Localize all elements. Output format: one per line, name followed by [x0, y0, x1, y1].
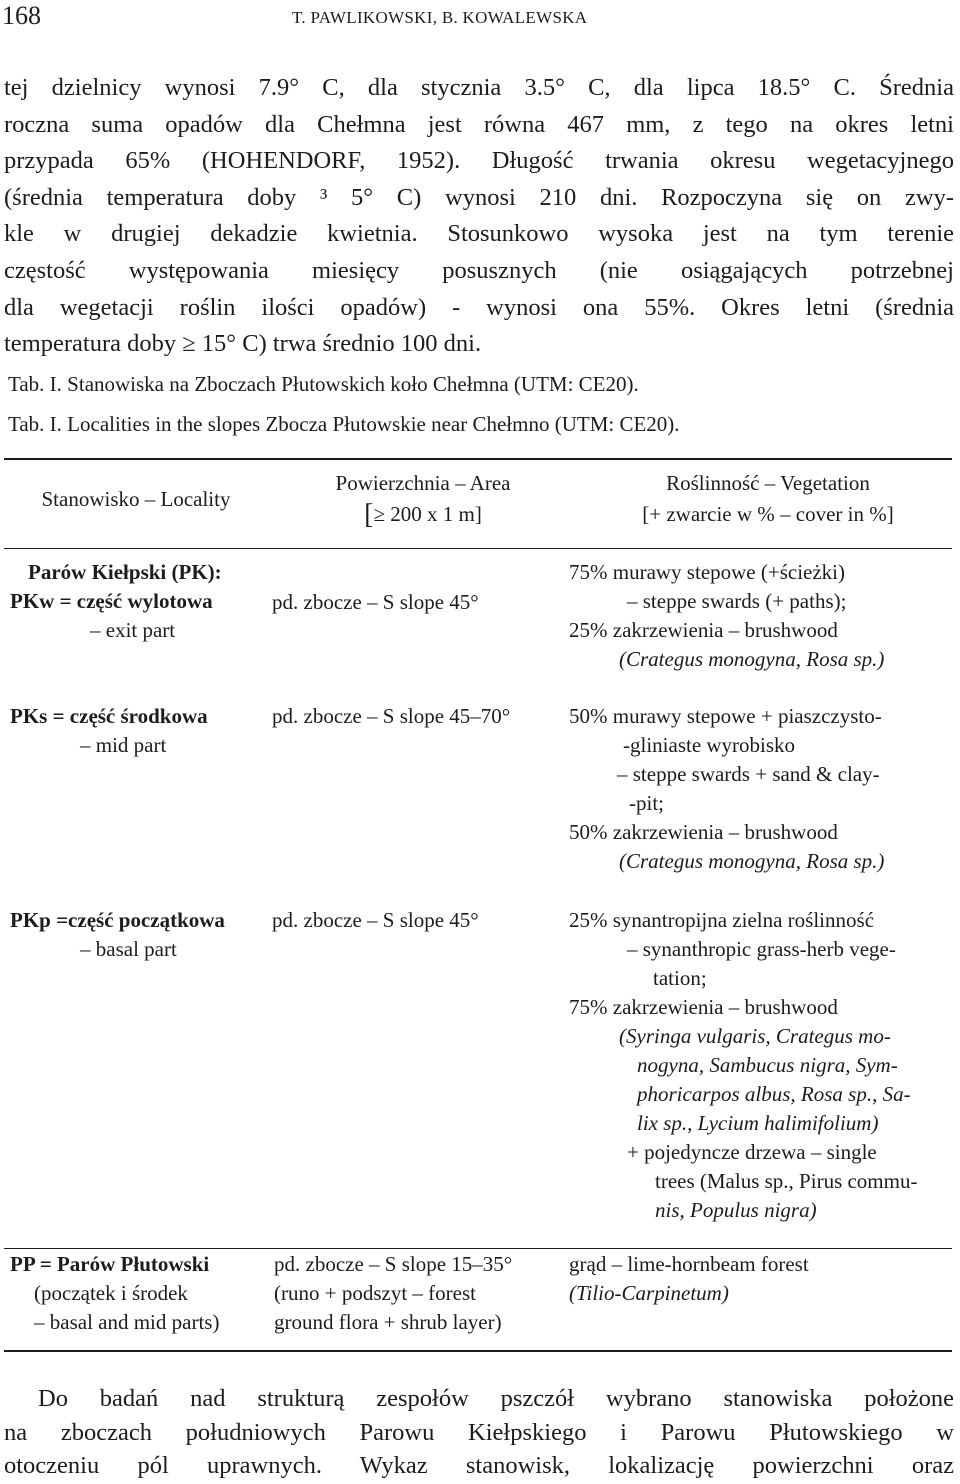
area-text: pd. zbocze – S slope 45° — [272, 590, 479, 614]
paragraph-line: tej dzielnicy wynosi 7.9° C, dla stycznia 3.5° C, dla lipca 18.5° C. Średnia — [4, 74, 954, 101]
vegetation-line: trees (Malus sp., Pirus commu- — [655, 1169, 918, 1193]
area-cell — [272, 702, 510, 731]
header-vegetation-cover: [+ zwarcie w % – cover in %] — [642, 502, 894, 526]
bracket-glyph: [ — [364, 499, 374, 530]
locality-translation: – basal part — [80, 937, 177, 961]
area-text: pd. zbocze – S slope 45–70° — [272, 704, 511, 728]
paragraph-line: kle w drugiej dekadzie kwietnia. Stosunkowo wysoka jest na tym terenie — [4, 220, 954, 248]
paragraph-line: temperatura doby ≥ 15° C) trwa średnio 100 dni. — [4, 330, 482, 358]
page-header — [0, 0, 960, 40]
header-vegetation-label: Roślinność – Vegetation — [666, 471, 870, 495]
header-divider — [4, 548, 952, 549]
locality-cell — [10, 906, 225, 964]
paragraph-line: częstość występowania miesięcy posusznych (nie osiągających potrzebnej — [4, 256, 954, 284]
vegetation-line: – steppe swards (+ paths); — [627, 589, 847, 613]
vegetation-line: 25% synantropijna zielna roślinność — [569, 908, 875, 932]
vegetation-line: – steppe swards + sand & clay- — [617, 762, 880, 786]
paragraph-line: dla wegetacji roślin ilości opadów) - wynosi ona 55%. Okres letni (średnia — [4, 293, 954, 321]
vegetation-line: 75% zakrzewienia – brushwood — [569, 995, 838, 1019]
locality-translation: – mid part — [80, 733, 167, 757]
vegetation-line: grąd – lime-hornbeam forest — [569, 1252, 809, 1276]
vegetation-line: -gliniaste wyrobisko — [623, 733, 796, 757]
bottom-paragraph — [4, 1382, 954, 1483]
vegetation-cell — [569, 558, 884, 674]
vegetation-line: tation; — [653, 966, 707, 990]
locality-translation: – exit part — [90, 618, 176, 642]
paragraph-line: (średnia temperatura doby ³ 5° C) wynosi 210 dni. Rozpoczyna się on zwy- — [4, 183, 954, 211]
area-cell — [272, 588, 479, 617]
paragraph-line: Do badań nad strukturą zespołów pszczół wybrano stanowiska położone — [38, 1385, 954, 1412]
locality-name: PP = Parów Płutowski — [10, 1252, 210, 1276]
paragraph-line: otoczeniu pól uprawnych. Wykaz stanowisk, lokalizację powierzchni oraz — [4, 1452, 954, 1479]
vegetation-line: 75% murawy stepowe (+ścieżki) — [569, 560, 846, 584]
vegetation-line: (Syringa vulgaris, Crategus mo- — [619, 1024, 891, 1048]
locality-cell — [10, 558, 222, 645]
vegetation-line: lix sp., Lycium halimifolium) — [637, 1111, 879, 1135]
vegetation-line: 50% murawy stepowe + piaszczysto- — [569, 704, 882, 728]
header-area-range — [282, 499, 564, 530]
vegetation-cell — [569, 1250, 809, 1308]
locality-name: PKs = część środkowa — [10, 704, 208, 728]
running-head: T. PAWLIKOWSKI, B. KOWALEWSKA — [292, 8, 588, 27]
paragraph-line: przypada 65% (HOHENDORF, 1952). Długość trwania okresu wegetacyjnego — [4, 147, 954, 175]
vegetation-line: phoricarpos albus, Rosa sp., Sa- — [637, 1082, 911, 1106]
area-cell — [272, 906, 479, 935]
row-divider — [4, 1248, 952, 1249]
vegetation-line: (Crategus monogyna, Rosa sp.) — [619, 647, 885, 671]
vegetation-cell — [569, 702, 884, 876]
area-text: pd. zbocze – S slope 45° — [272, 908, 479, 932]
locality-translation: – basal and mid parts) — [34, 1310, 220, 1334]
header-area-range-text: ≥ 200 x 1 m] — [373, 502, 482, 526]
vegetation-line: nis, Populus nigra) — [655, 1198, 817, 1222]
vegetation-cell — [569, 906, 917, 1225]
header-vegetation — [598, 468, 938, 530]
vegetation-line: -pit; — [629, 791, 664, 815]
locality-name: PKw = część wylotowa — [10, 589, 213, 613]
vegetation-line: (Tilio-Carpinetum) — [569, 1281, 729, 1305]
paragraph-line: roczna suma opadów dla Chełmna jest równa 467 mm, z tego na okres letni — [4, 110, 954, 138]
header-locality: Stanowisko – Locality — [41, 487, 231, 511]
area-cell — [274, 1250, 512, 1337]
locality-translation: (początek i środek — [34, 1281, 188, 1305]
vegetation-line: – synanthropic grass-herb vege- — [627, 937, 896, 961]
locality-name: PKp =część początkowa — [10, 908, 225, 932]
area-text: ground flora + shrub layer) — [274, 1310, 502, 1334]
vegetation-line: + pojedyncze drzewa – single — [627, 1140, 877, 1164]
vegetation-line: nogyna, Sambucus nigra, Sym- — [637, 1053, 898, 1077]
locality-cell — [10, 702, 208, 760]
page-number: 168 — [2, 1, 41, 30]
area-text: pd. zbocze – S slope 15–35° — [274, 1252, 513, 1276]
top-paragraph — [4, 70, 954, 363]
header-area — [282, 468, 564, 530]
vegetation-line: 50% zakrzewienia – brushwood — [569, 820, 838, 844]
paragraph-line: na zboczach południowych Parowu Kiełpskiego i Parowu Płutowskiego w — [4, 1418, 954, 1446]
vegetation-line: 25% zakrzewienia – brushwood — [569, 618, 838, 642]
table-caption-polish: Tab. I. Stanowiska na Zboczach Płutowskich koło Chełmna (UTM: CE20). — [8, 372, 639, 396]
table-caption-english: Tab. I. Localities in the slopes Zbocza Płutowskie near Chełmno (UTM: CE20). — [8, 412, 680, 436]
vegetation-line: (Crategus monogyna, Rosa sp.) — [619, 849, 885, 873]
header-area-label: Powierzchnia – Area — [335, 471, 511, 495]
locality-group-title: Parów Kiełpski (PK): — [28, 560, 222, 584]
area-text: (runo + podszyt – forest — [274, 1281, 476, 1305]
locality-cell — [10, 1250, 219, 1337]
